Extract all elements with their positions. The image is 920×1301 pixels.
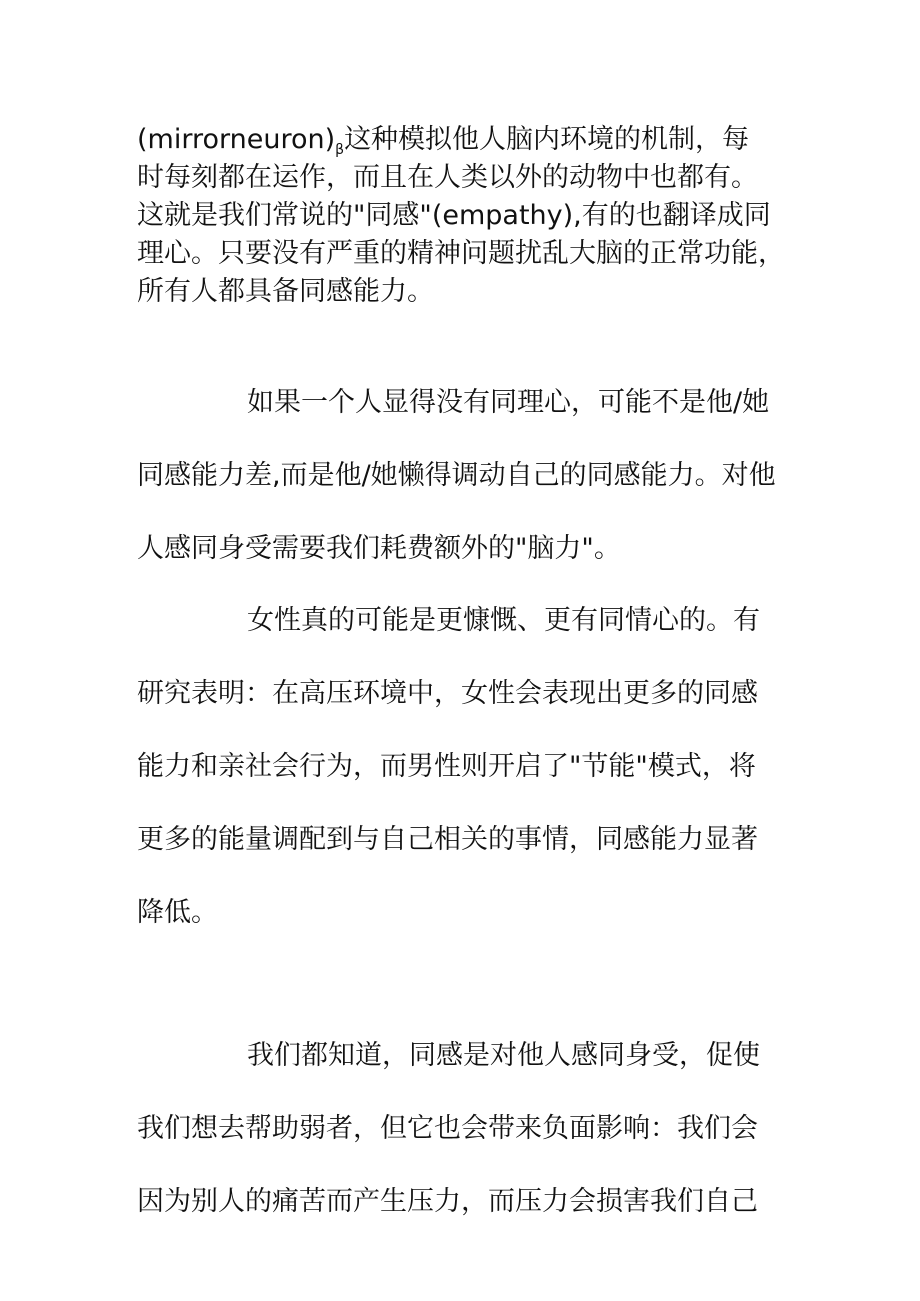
text-line: 降低。 (137, 897, 218, 928)
text-line: 我们想去帮助弱者，但它也会带来负面影响：我们会 (137, 1113, 758, 1144)
text-line: 理心。只要没有严重的精神问题扰乱大脑的正常功能， (137, 238, 785, 269)
text-line: 时每刻都在运作，而且在人类以外的动物中也都有。 (137, 162, 758, 193)
text-line: 这就是我们常说的"同感"(empathy),有的也翻译成同 (137, 200, 771, 231)
paragraph-gender-research (137, 584, 787, 949)
text-line: 研究表明：在高压环境中，女性会表现出更多的同感 (137, 678, 758, 709)
subscript-mark: β (335, 142, 345, 158)
text-run: 这种模拟他人脑内环境的机制，每 (344, 124, 750, 155)
paragraph-empathy-effort (137, 366, 787, 585)
paragraph-mirror-neuron (137, 121, 787, 311)
text-line: 所有人都具备同感能力。 (137, 276, 434, 307)
text-line: 我们都知道，同感是对他人感同身受，促使 (247, 1040, 760, 1071)
text-run: (mirrorneuron) (137, 124, 336, 155)
text-line: 人感同身受需要我们耗费额外的"脑力"。 (137, 533, 621, 564)
text-line: 女性真的可能是更慷慨、更有同情心的。有 (247, 605, 760, 636)
text-line: 更多的能量调配到与自己相关的事情，同感能力显著 (137, 824, 758, 855)
text-line (137, 121, 787, 159)
text-line: 如果一个人显得没有同理心，可能不是他/她 (247, 387, 770, 418)
text-line: 能力和亲社会行为，而男性则开启了"节能"模式，将 (137, 751, 756, 782)
paragraph-empathy-stress (137, 1019, 787, 1238)
text-line: 因为别人的痛苦而产生压力，而压力会损害我们自己 (137, 1186, 758, 1217)
text-line: 同感能力差,而是他/她懒得调动自己的同感能力。对他 (137, 460, 776, 491)
